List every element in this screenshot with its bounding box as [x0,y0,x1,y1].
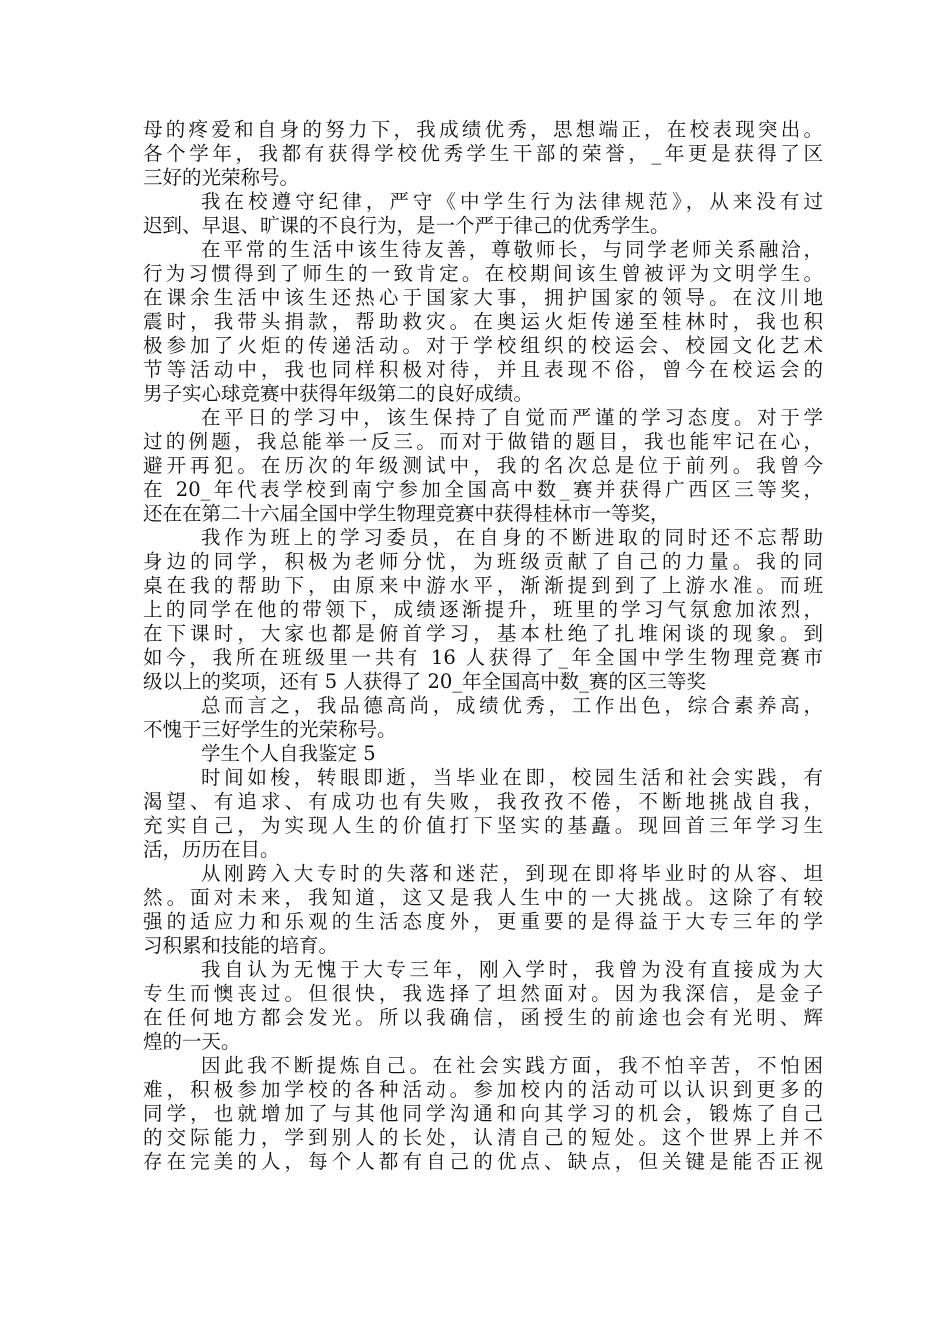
text-line: 各个学年，我都有获得学校优秀学生干部的荣誉，_年更是获得了区 [143,142,823,165]
text-line: 我在校遵守纪律，严守《中学生行为法律规范》，从来没有过 [201,190,823,213]
text-line: 在 20_年代表学校到南宁参加全国高中数_赛并获得广西区三等奖， [143,478,823,501]
text-line: 三好的光荣称号。 [143,166,300,189]
text-line: 渴望、有追求、有成功也有失败，我孜孜不倦，不断地挑战自我， [143,790,823,813]
text-line: 总而言之，我品德高尚，成绩优秀，工作出色，综合素养高， [201,694,823,717]
text-line: 在平常的生活中该生待友善，尊敬师长，与同学老师关系融洽， [201,238,823,261]
text-line: 身边的同学，积极为老师分忧，为班级贡献了自己的力量。我的同 [143,550,823,573]
text-line: 如今，我所在班级里一共有 16 人获得了_年全国中学生物理竞赛市 [143,646,823,669]
text-line: 还在在第二十六届全国中学生物理竞赛中获得桂林市一等奖， [143,502,670,525]
text-line: 男子实心球竞赛中获得年级第二的良好成绩。 [143,382,534,405]
text-line: 强的适应力和乐观的生活态度外，更重要的是得益于大专三年的学 [143,910,823,933]
text-line: 时间如梭，转眼即逝，当毕业在即，校园生活和社会实践，有 [201,766,823,789]
text-line: 在平日的学习中，该生保持了自觉而严谨的学习态度。对于学 [201,406,823,429]
text-line: 我自认为无愧于大专三年，刚入学时，我曾为没有直接成为大 [201,958,823,981]
text-line: 煌的一天。 [143,1030,241,1053]
text-line: 然。面对未来，我知道，这又是我人生中的一大挑战。这除了有较 [143,886,823,909]
text-line: 震时，我带头捐款，帮助救灾。在奥运火炬传递至桂林时，我也积 [143,310,823,333]
text-line: 行为习惯得到了师生的一致肯定。在校期间该生曾被评为文明学生。 [143,262,823,285]
text-line: 在下课时，大家也都是俯首学习，基本杜绝了扎堆闲谈的现象。到 [143,622,823,645]
text-line: 学生个人自我鉴定 5 [201,742,376,765]
text-line: 节等活动中，我也同样积极对待，并且表现不俗，曾今在校运会的 [143,358,823,381]
text-line: 存在完美的人，每个人都有自己的优点、缺点，但关键是能否正视 [143,1150,823,1173]
text-line: 活，历历在目。 [143,838,280,861]
text-line: 极参加了火炬的传递活动。对于学校组织的校运会、校园文化艺术 [143,334,823,357]
text-line: 在任何地方都会发光。所以我确信，函授生的前途也会有光明、辉 [143,1006,823,1029]
text-line: 不愧于三好学生的光荣称号。 [143,718,397,741]
text-line: 难，积极参加学校的各种活动。参加校内的活动可以认识到更多的 [143,1078,823,1101]
text-line: 在课余生活中该生还热心于国家大事，拥护国家的领导。在汶川地 [143,286,823,309]
text-line: 我作为班上的学习委员，在自身的不断进取的同时还不忘帮助 [201,526,823,549]
text-line: 同学，也就增加了与其他同学沟通和向其学习的机会，锻炼了自己 [143,1102,823,1125]
text-line: 母的疼爱和自身的努力下，我成绩优秀，思想端正，在校表现突出。 [143,118,823,141]
text-line: 桌在我的帮助下，由原来中游水平，渐渐提到到了上游水准。而班 [143,574,823,597]
text-line: 专生而懊丧过。但很快，我选择了坦然面对。因为我深信，是金子 [143,982,823,1005]
text-line: 习积累和技能的培育。 [143,934,339,957]
text-line: 上的同学在他的带领下，成绩逐渐提升，班里的学习气氛愈加浓烈， [143,598,823,621]
text-line: 因此我不断提炼自己。在社会实践方面，我不怕辛苦，不怕困 [201,1054,823,1077]
text-line: 过的例题，我总能举一反三。而对于做错的题目，我也能牢记在心， [143,430,823,453]
text-line: 从刚跨入大专时的失落和迷茫，到现在即将毕业时的从容、坦 [201,862,823,885]
text-line: 避开再犯。在历次的年级测试中，我的名次总是位于前列。我曾今 [143,454,823,477]
text-line: 级以上的奖项，还有 5 人获得了 20_年全国高中数_赛的区三等奖 [143,670,706,693]
text-line: 的交际能力，学到别人的长处，认清自己的短处。这个世界上并不 [143,1126,823,1149]
text-line: 充实自己，为实现人生的价值打下坚实的基矗。现回首三年学习生 [143,814,823,837]
text-line: 迟到、早退、旷课的不良行为，是一个严于律己的优秀学生。 [143,214,670,237]
document-page [143,118,823,1174]
